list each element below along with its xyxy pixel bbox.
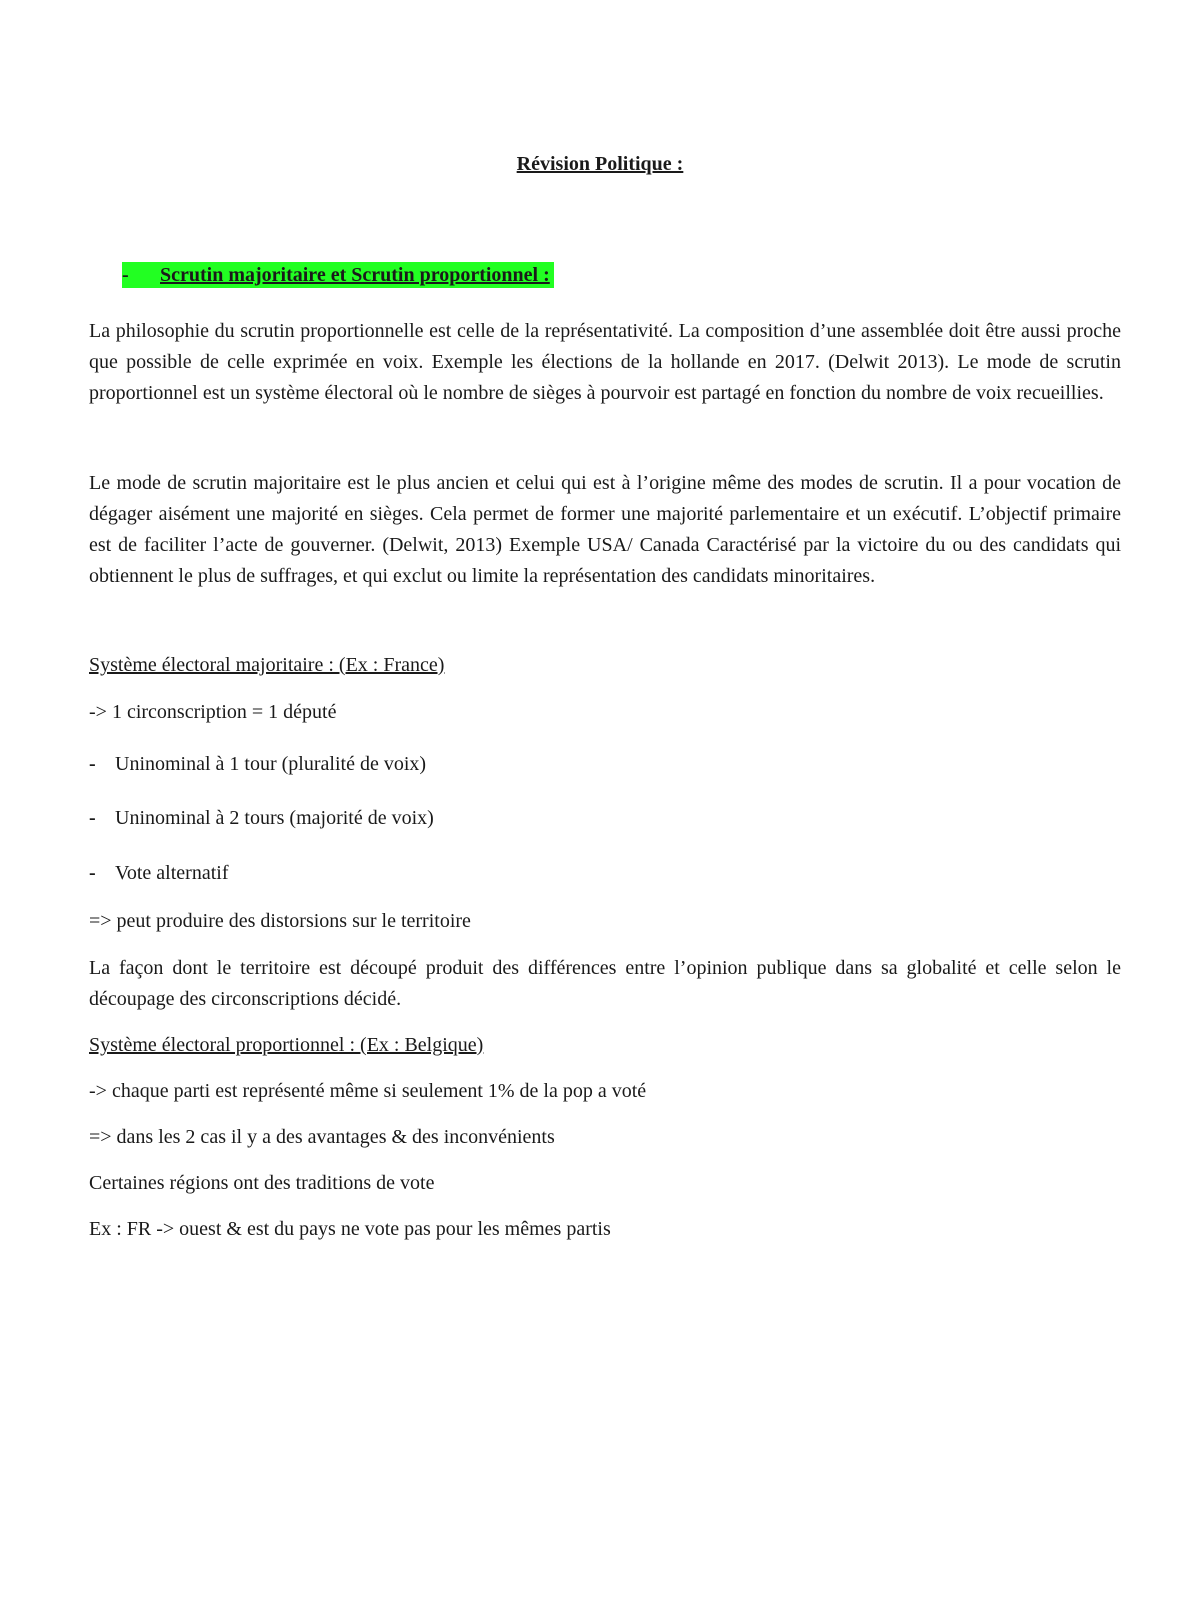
majoritaire-system-heading: Système électoral majoritaire : (Ex : France) xyxy=(89,654,445,676)
paragraph-territoire: La façon dont le territoire est découpé produit des différences entre l’opinion publique dans sa globalité et celle selon le découpage des circonscriptions décidé. xyxy=(89,957,1121,1010)
parti-line: -> chaque parti est représenté même si seulement 1% de la pop a voté xyxy=(89,1080,647,1102)
bullet-text: Vote alternatif xyxy=(115,862,229,884)
paragraph-proportionnel: La philosophie du scrutin proportionnelle est celle de la représentativité. La composition d’une assemblée doit être aussi proche que possible de celle exprimée en voix. Exemple les élections de la hollande en 2017. (Delwit 2013). Le mode de scrutin proportionnel est un système électoral où le nombre de sièges à pourvoir est partagé en fonction du nombre de voix recueillies. xyxy=(89,320,1121,404)
avantages-line: => dans les 2 cas il y a des avantages & des inconvénients xyxy=(89,1126,555,1148)
list-item xyxy=(89,859,228,887)
circonscription-line: -> 1 circonscription = 1 député xyxy=(89,701,337,723)
list-item xyxy=(89,804,434,832)
bullet-dash: - xyxy=(89,753,96,775)
bullet-dash: - xyxy=(89,807,96,829)
example-line: Ex : FR -> ouest & est du pays ne vote pas pour les mêmes partis xyxy=(89,1218,611,1240)
section-heading-highlighted xyxy=(122,262,554,288)
bullet-dash: - xyxy=(89,862,96,884)
paragraph-majoritaire: Le mode de scrutin majoritaire est le plus ancien et celui qui est à l’origine même des modes de scrutin. Il a pour vocation de dégager aisément une majorité en sièges. Cela permet de former une majorité parlementaire et un exécutif. L’objectif primaire est de faciliter l’acte de gouverner. (Delwit, 2013) Exemple USA/ Canada Caractérisé par la victoire du ou des candidats qui obtiennent le plus de suffrages, et qui exclut ou limite la représentation des candidats minoritaires. xyxy=(89,472,1121,587)
bullet-text: Uninominal à 2 tours (majorité de voix) xyxy=(115,807,434,829)
traditions-line: Certaines régions ont des traditions de vote xyxy=(89,1172,435,1194)
distorsions-line: => peut produire des distorsions sur le territoire xyxy=(89,910,471,932)
list-item xyxy=(89,750,426,778)
proportionnel-system-heading: Système électoral proportionnel : (Ex : Belgique) xyxy=(89,1034,484,1056)
section-heading-text: Scrutin majoritaire et Scrutin proportionnel : xyxy=(160,264,550,286)
bullet-text: Uninominal à 1 tour (pluralité de voix) xyxy=(115,753,427,775)
document-title: Révision Politique : xyxy=(516,153,684,175)
section-heading-dash: - xyxy=(122,264,129,286)
